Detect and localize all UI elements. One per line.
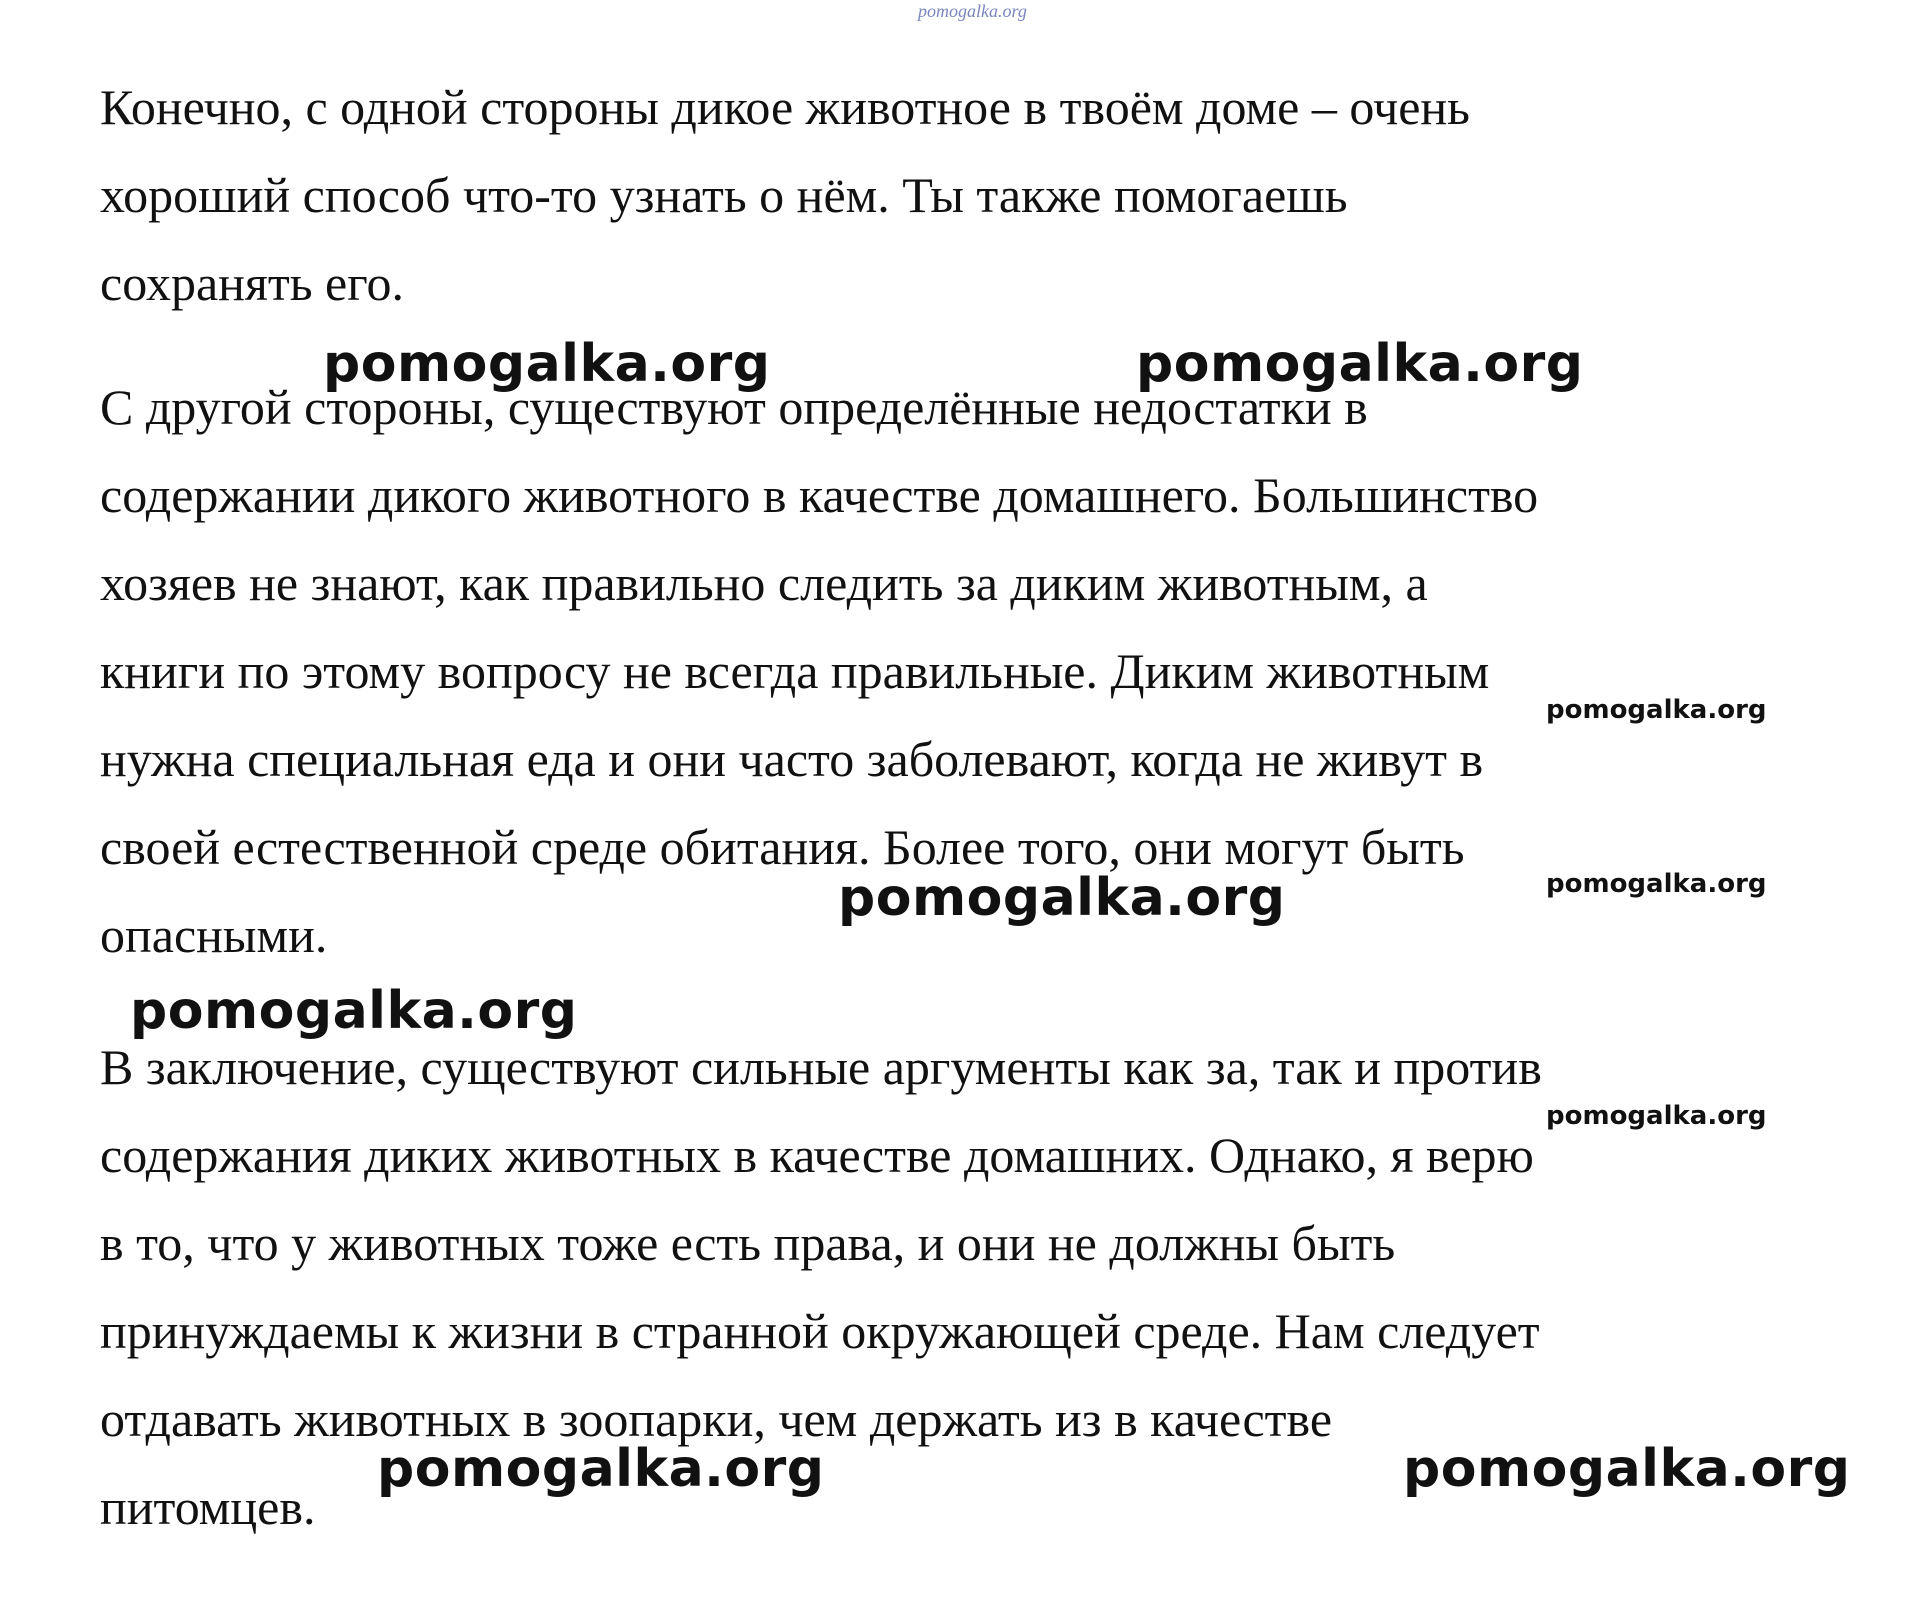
text-line: опасными. <box>100 907 328 963</box>
text-line: С другой стороны, существуют определённые недостатки в <box>100 379 1368 435</box>
watermark: pomogalka.org <box>1546 869 1767 899</box>
watermark: pomogalka.org <box>377 1439 825 1499</box>
text-line: в то, что у животных тоже есть права, и они не должны быть <box>100 1215 1396 1271</box>
watermark: pomogalka.org <box>1546 1101 1767 1131</box>
watermark: pomogalka.org <box>1403 1439 1851 1499</box>
text-line: В заключение, существуют сильные аргументы как за, так и против <box>100 1039 1542 1095</box>
text-line: нужна специальная еда и они часто заболевают, когда не живут в <box>100 731 1484 787</box>
text-line: хозяев не знают, как правильно следить за диким животным, а <box>100 555 1428 611</box>
text-line: отдавать животных в зоопарки, чем держать из в качестве <box>100 1391 1333 1447</box>
watermark: pomogalka.org <box>130 981 578 1041</box>
watermark: pomogalka.org <box>323 334 771 394</box>
text-line: сохранять его. <box>100 255 405 311</box>
header-watermark: pomogalka.org <box>918 1 1027 21</box>
text-line: книги по этому вопросу не всегда правильные. Диким животным <box>100 643 1490 699</box>
text-line: питомцев. <box>100 1479 316 1535</box>
watermark: pomogalka.org <box>1546 695 1767 725</box>
text-line: содержании дикого животного в качестве домашнего. Большинство <box>100 467 1539 523</box>
text-line: своей естественной среде обитания. Более того, они могут быть <box>100 819 1465 875</box>
watermark: pomogalka.org <box>1136 334 1584 394</box>
text-line: содержания диких животных в качестве домашних. Однако, я верю <box>100 1127 1534 1183</box>
text-line: принуждаемы к жизни в странной окружающей среде. Нам следует <box>100 1303 1540 1359</box>
text-line: хороший способ что-то узнать о нём. Ты также помогаешь <box>100 167 1348 223</box>
text-line: Конечно, с одной стороны дикое животное в твоём доме – очень <box>100 79 1470 135</box>
watermark: pomogalka.org <box>838 868 1286 928</box>
